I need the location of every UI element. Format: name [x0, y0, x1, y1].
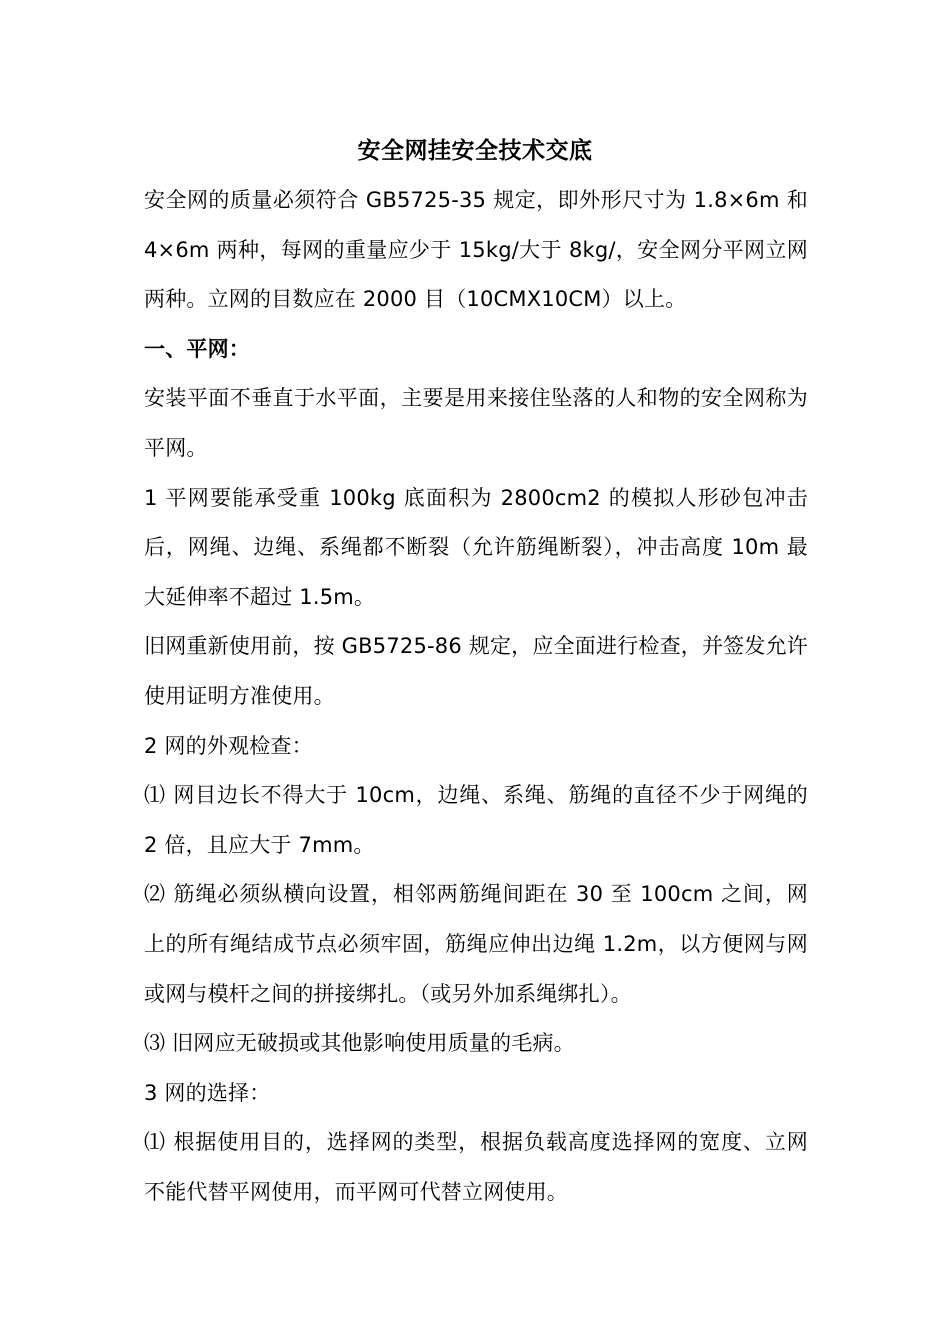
item-1-impact-test: 1 平网要能承受重 100kg 底面积为 2800cm2 的模拟人形砂包冲击后，网绳、边绳、系绳都不断裂（允许筋绳断裂），冲击高度 10m 最大延伸率不超过 1.5m。 — [144, 485, 808, 609]
item-3-selection-heading: 3 网的选择： — [144, 1080, 271, 1105]
sub-item-1-mesh-size: ⑴ 网目边长不得大于 10cm，边绳、系绳、筋绳的直径不少于网绳的 2 倍，且应大于 7mm。 — [144, 783, 808, 857]
sub-item-3-old-net: ⑶ 旧网应无破损或其他影响使用质量的毛病。 — [144, 1031, 575, 1056]
document-body — [144, 176, 808, 1217]
section-heading-flat-net: 一、平网： — [144, 336, 250, 361]
old-net-inspection: 旧网重新使用前，按 GB5725-86 规定，应全面进行检查，并签发允许使用证明方准使用。 — [144, 634, 808, 708]
flat-net-definition: 安装平面不垂直于水平面，主要是用来接住坠落的人和物的安全网称为平网。 — [144, 386, 808, 460]
intro-paragraph: 安全网的质量必须符合 GB5725-35 规定，即外形尺寸为 1.8×6m 和 4×6m 两种，每网的重量应少于 15kg/大于 8kg/，安全网分平网立网两种。立网的目数应在 2000 目（10CMX10CM）以上。 — [144, 188, 808, 312]
sub-item-1-selection: ⑴ 根据使用目的，选择网的类型，根据负载高度选择网的宽度、立网不能代替平网使用，而平网可代替立网使用。 — [144, 1130, 808, 1204]
document-title: 安全网挂安全技术交底 — [357, 138, 593, 164]
item-2-appearance-heading: 2 网的外观检查： — [144, 733, 313, 758]
sub-item-2-ribs: ⑵ 筋绳必须纵横向设置，相邻两筋绳间距在 30 至 100cm 之间，网上的所有绳结成节点必须牢固，筋绳应伸出边绳 1.2m，以方便网与网或网与模杆之间的拼接绑扎。（或另外加系绳绑扎）。 — [144, 882, 808, 1006]
